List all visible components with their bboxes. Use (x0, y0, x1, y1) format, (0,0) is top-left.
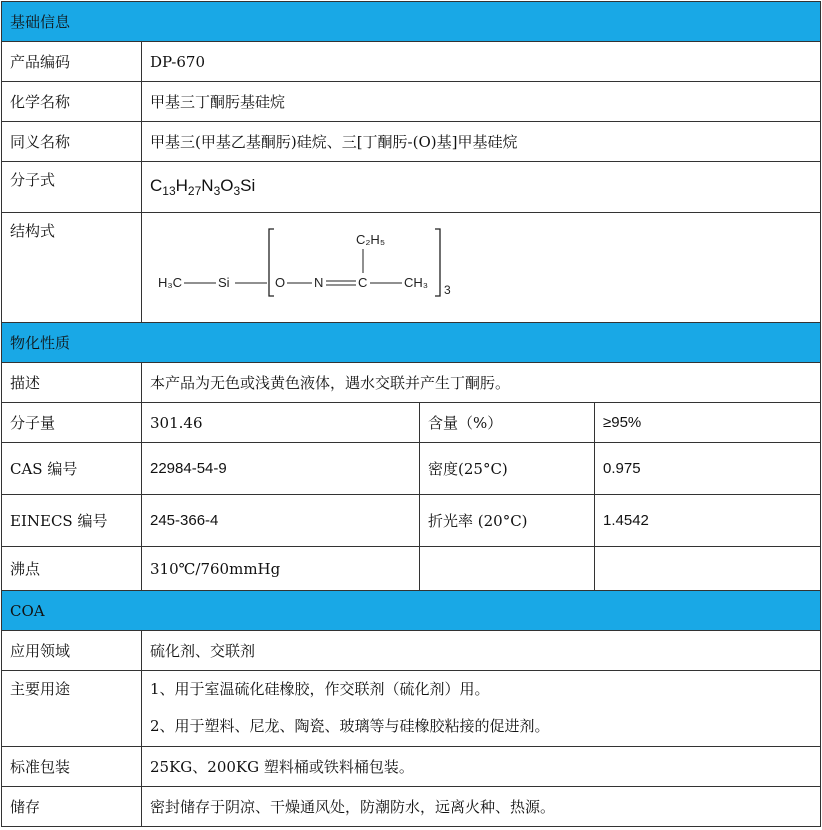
section-title-basic: 基础信息 (2, 2, 821, 42)
storage-label: 储存 (2, 787, 142, 827)
empty-cell (595, 547, 821, 591)
molecular-formula-value (142, 162, 821, 213)
left-bracket (269, 229, 274, 296)
use-item-2: 2、用于塑料、尼龙、陶瓷、玻璃等与硅橡胶粘接的促进剂。 (150, 717, 550, 735)
description-label: 描述 (2, 363, 142, 403)
molecular-formula: $C_{13}H_{27}N_3O_3Si$ (150, 176, 256, 198)
section-coa (2, 591, 821, 631)
struct-ch3: CH₃ (404, 275, 429, 290)
packaging-value: 25KG、200KG 塑料桶或铁料桶包装。 (142, 747, 821, 787)
row-application (2, 631, 821, 671)
einecs-value: 245-366-4 (142, 495, 420, 547)
section-basic-info (2, 2, 821, 42)
main-use-label: 主要用途 (2, 671, 142, 747)
row-synonym (2, 122, 821, 162)
molecular-weight-value: 301.46 (142, 403, 420, 443)
struct-si: Si (218, 275, 230, 290)
main-use-value (142, 671, 821, 747)
structural-formula-diagram (142, 213, 821, 318)
cas-value: 22984-54-9 (142, 443, 420, 495)
einecs-label: EINECS 编号 (2, 495, 142, 547)
storage-value: 密封储存于阴凉、干燥通风处，防潮防水，远离火种、热源。 (142, 787, 821, 827)
use-item-1: 1、用于室温硫化硅橡胶，作交联剂（硫化剂）用。 (150, 680, 490, 698)
row-einecs (2, 495, 821, 547)
product-code-value: DP-670 (142, 42, 821, 82)
density-value: 0.975 (595, 443, 821, 495)
molecular-formula-label: 分子式 (2, 162, 142, 213)
row-boiling-point (2, 547, 821, 591)
section-title-coa: COA (2, 591, 821, 631)
struct-repeat-count: 3 (444, 283, 451, 297)
section-physchem (2, 323, 821, 363)
refractive-index-value: 1.4542 (595, 495, 821, 547)
packaging-label: 标准包装 (2, 747, 142, 787)
row-chemical-name (2, 82, 821, 122)
empty-cell (420, 547, 595, 591)
struct-c2h5: C₂H₅ (356, 232, 386, 247)
struct-n: N (314, 275, 324, 290)
row-storage (2, 787, 821, 827)
synonym-value: 甲基三(甲基乙基酮肟)硅烷、三[丁酮肟-(O)基]甲基硅烷 (142, 122, 821, 162)
row-cas (2, 443, 821, 495)
section-title-physchem: 物化性质 (2, 323, 821, 363)
right-bracket (435, 229, 440, 296)
product-spec-table (1, 1, 821, 827)
row-main-use (2, 671, 821, 747)
row-description (2, 363, 821, 403)
application-label: 应用领域 (2, 631, 142, 671)
structure-cell (142, 213, 821, 323)
row-molecular-formula (2, 162, 821, 213)
density-label: 密度(25°C) (420, 443, 595, 495)
chemical-name-label: 化学名称 (2, 82, 142, 122)
struct-o: O (275, 275, 286, 290)
molecular-weight-label: 分子量 (2, 403, 142, 443)
content-label: 含量（%） (420, 403, 595, 443)
application-value: 硫化剂、交联剂 (142, 631, 821, 671)
product-code-label: 产品编码 (2, 42, 142, 82)
struct-c: C (358, 275, 368, 290)
row-molecular-weight (2, 403, 821, 443)
synonym-label: 同义名称 (2, 122, 142, 162)
structure-label: 结构式 (2, 213, 142, 323)
struct-h3c: H₃C (158, 275, 183, 290)
row-structure (2, 213, 821, 323)
refractive-index-label: 折光率 (20°C) (420, 495, 595, 547)
row-packaging (2, 747, 821, 787)
row-product-code (2, 42, 821, 82)
content-value: ≥95% (595, 403, 821, 443)
boiling-point-label: 沸点 (2, 547, 142, 591)
boiling-point-value: 310℃/760mmHg (142, 547, 420, 591)
description-value: 本产品为无色或浅黄色液体，遇水交联并产生丁酮肟。 (142, 363, 821, 403)
cas-label: CAS 编号 (2, 443, 142, 495)
chemical-name-value: 甲基三丁酮肟基硅烷 (142, 82, 821, 122)
